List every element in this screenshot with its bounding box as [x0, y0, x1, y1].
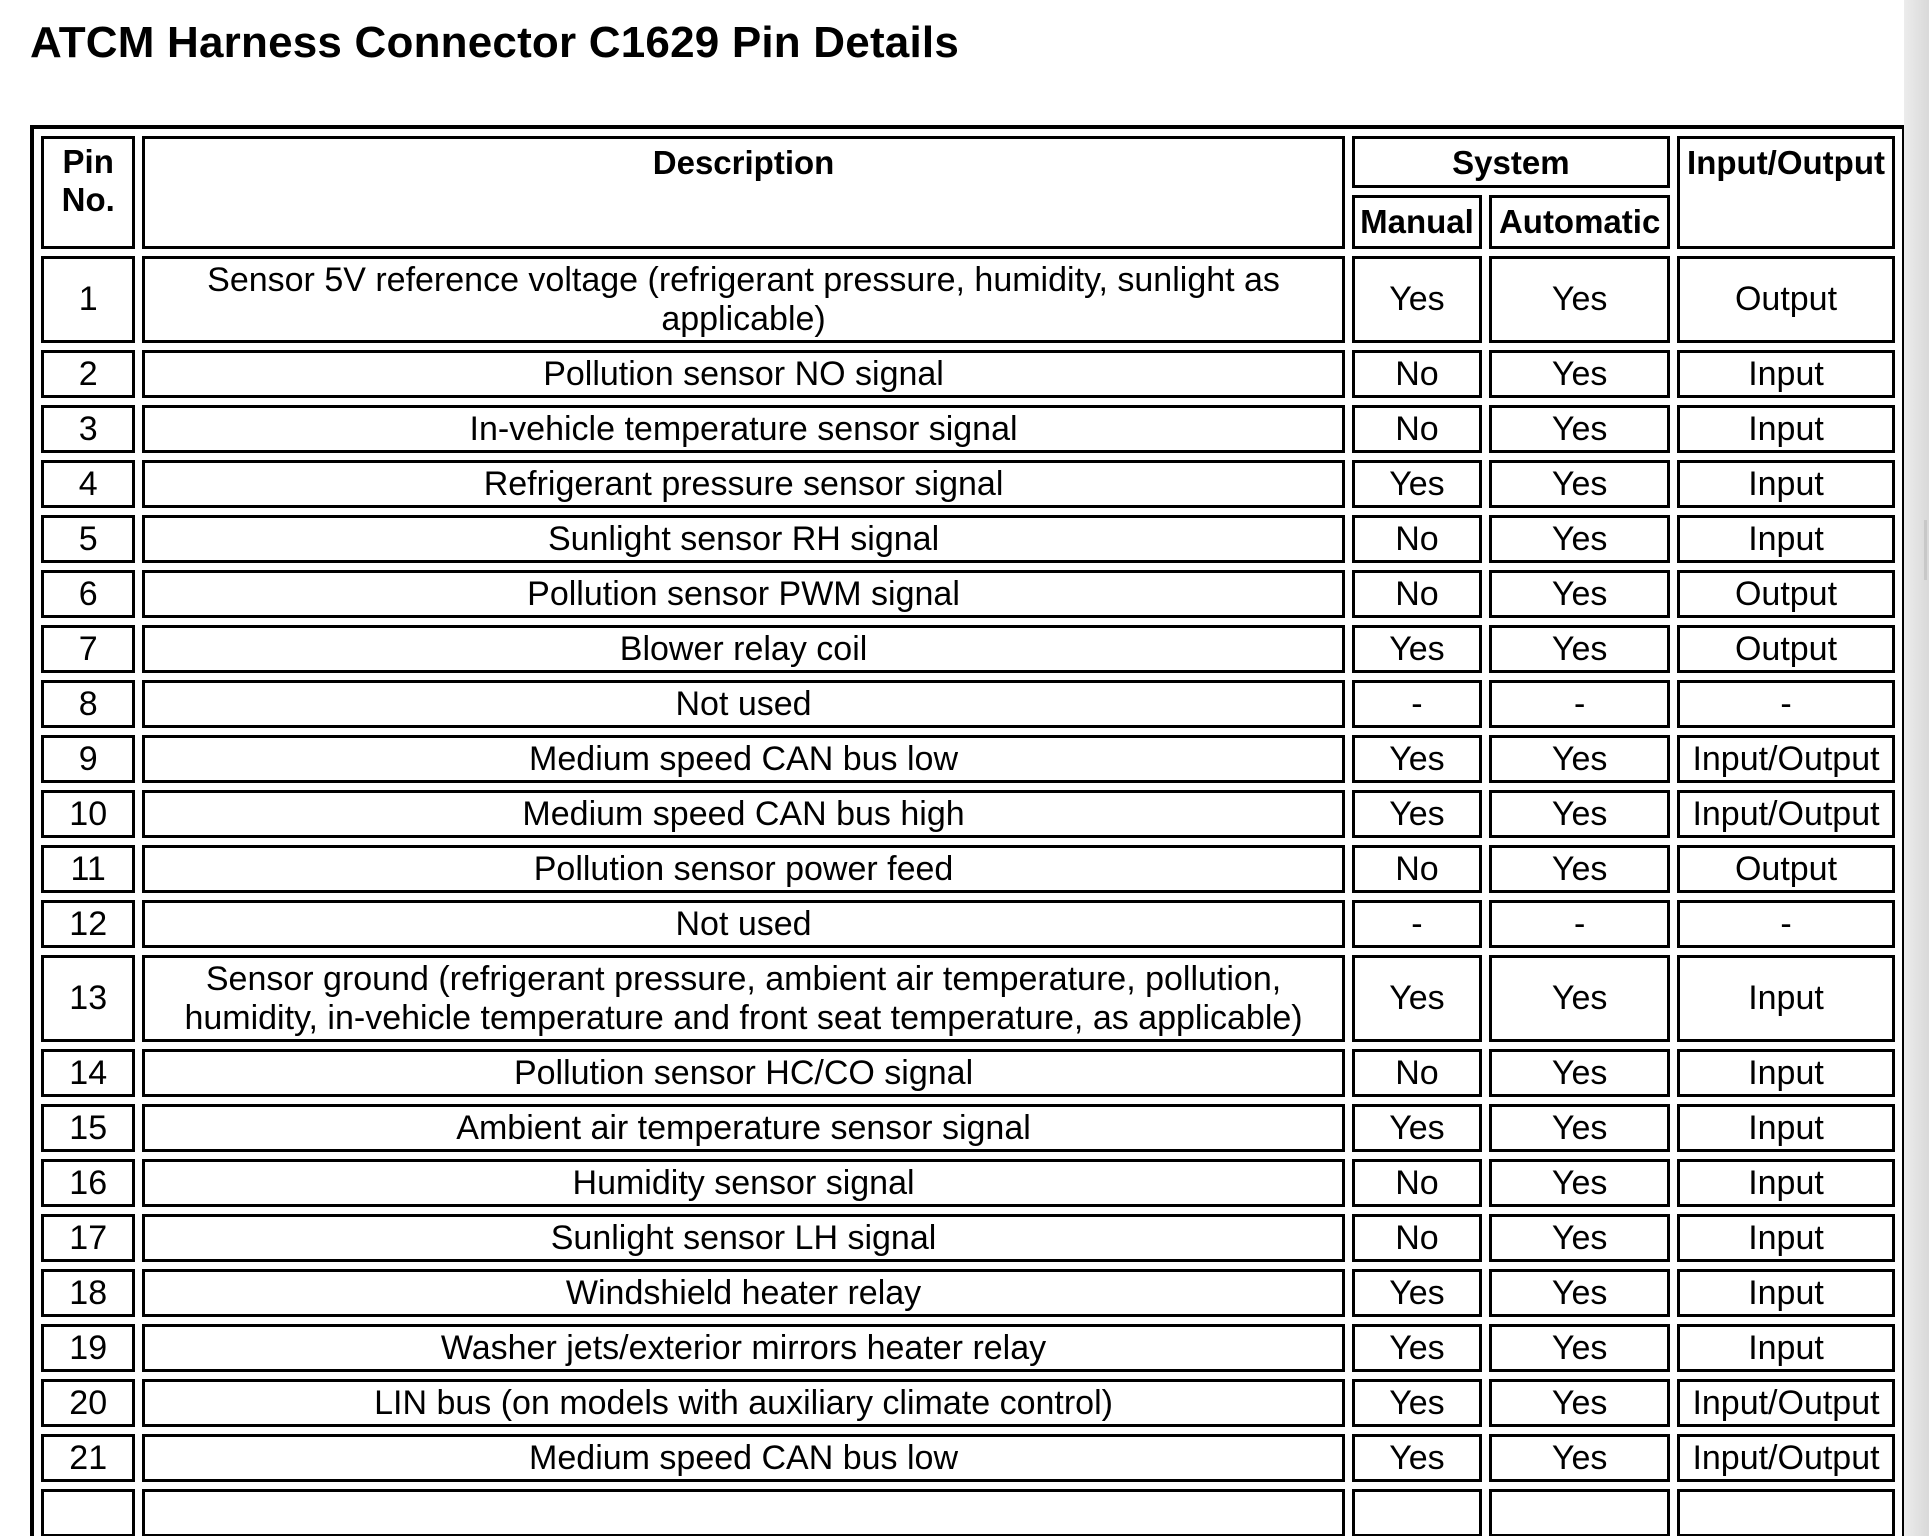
pin-cell: 6	[41, 570, 135, 618]
table-row	[41, 845, 1895, 893]
automatic-cell: Yes	[1489, 515, 1670, 563]
description-cell: Sensor 5V reference voltage (refrigerant pressure, humidity, sunlight as applicable)	[142, 256, 1344, 343]
pin-cell: 7	[41, 625, 135, 673]
description-cell: Humidity sensor signal	[142, 1159, 1344, 1207]
description-cell: Pollution sensor power feed	[142, 845, 1344, 893]
description-cell: Sensor ground (refrigerant pressure, ambient air temperature, pollution, humidity, in-vehicle temperature and front seat temperature, as applicable)	[142, 955, 1344, 1042]
io-cell: Output	[1677, 256, 1895, 343]
description-cell: LIN bus (on models with auxiliary climate control)	[142, 1379, 1344, 1427]
table-row	[41, 1489, 1895, 1536]
io-cell: Input	[1677, 460, 1895, 508]
manual-cell: Yes	[1352, 1269, 1483, 1317]
automatic-cell: Yes	[1489, 1049, 1670, 1097]
page-title: ATCM Harness Connector C1629 Pin Details	[30, 18, 959, 67]
automatic-cell: Yes	[1489, 735, 1670, 783]
pin-cell: 11	[41, 845, 135, 893]
automatic-cell: -	[1489, 680, 1670, 728]
header-pin-no: Pin No.	[41, 136, 135, 249]
io-cell: Input	[1677, 1324, 1895, 1372]
description-cell: Pollution sensor PWM signal	[142, 570, 1344, 618]
manual-cell: Yes	[1352, 1104, 1483, 1152]
automatic-cell: Yes	[1489, 1159, 1670, 1207]
manual-cell: No	[1352, 350, 1483, 398]
manual-cell: Yes	[1352, 955, 1483, 1042]
pin-cell: 13	[41, 955, 135, 1042]
automatic-cell: -	[1489, 900, 1670, 948]
automatic-cell: Yes	[1489, 460, 1670, 508]
table-row	[41, 350, 1895, 398]
pin-details-table	[30, 125, 1904, 1536]
manual-cell	[1352, 1489, 1483, 1536]
table-row	[41, 1379, 1895, 1427]
manual-cell: Yes	[1352, 735, 1483, 783]
automatic-cell: Yes	[1489, 845, 1670, 893]
io-cell: Input/Output	[1677, 735, 1895, 783]
pin-cell: 17	[41, 1214, 135, 1262]
description-cell: Medium speed CAN bus low	[142, 735, 1344, 783]
automatic-cell: Yes	[1489, 570, 1670, 618]
io-cell: Input	[1677, 1214, 1895, 1262]
table-row	[41, 570, 1895, 618]
automatic-cell: Yes	[1489, 350, 1670, 398]
pin-cell: 19	[41, 1324, 135, 1372]
io-cell	[1677, 1489, 1895, 1536]
table-header	[41, 136, 1895, 249]
automatic-cell: Yes	[1489, 1324, 1670, 1372]
pin-cell: 10	[41, 790, 135, 838]
header-description: Description	[142, 136, 1344, 249]
description-cell	[142, 1489, 1344, 1536]
page-edge	[1904, 0, 1929, 1536]
automatic-cell: Yes	[1489, 1269, 1670, 1317]
table-row	[41, 790, 1895, 838]
description-cell: Medium speed CAN bus high	[142, 790, 1344, 838]
description-cell: Not used	[142, 680, 1344, 728]
manual-cell: No	[1352, 570, 1483, 618]
pin-cell	[41, 1489, 135, 1536]
table-row	[41, 1214, 1895, 1262]
pin-cell: 1	[41, 256, 135, 343]
manual-cell: No	[1352, 1159, 1483, 1207]
pin-cell: 5	[41, 515, 135, 563]
automatic-cell: Yes	[1489, 790, 1670, 838]
io-cell: Input	[1677, 1269, 1895, 1317]
pin-cell: 16	[41, 1159, 135, 1207]
pin-table-container	[30, 125, 1904, 1536]
table-body	[41, 256, 1895, 1536]
table-row	[41, 460, 1895, 508]
pin-cell: 4	[41, 460, 135, 508]
pin-cell: 3	[41, 405, 135, 453]
table-row	[41, 515, 1895, 563]
io-cell: Input	[1677, 1159, 1895, 1207]
manual-cell: Yes	[1352, 625, 1483, 673]
manual-cell: No	[1352, 1049, 1483, 1097]
pin-cell: 15	[41, 1104, 135, 1152]
description-cell: Sunlight sensor LH signal	[142, 1214, 1344, 1262]
automatic-cell: Yes	[1489, 256, 1670, 343]
io-cell: Output	[1677, 845, 1895, 893]
manual-cell: -	[1352, 680, 1483, 728]
manual-cell: Yes	[1352, 460, 1483, 508]
scroll-indicator	[1924, 520, 1927, 580]
automatic-cell: Yes	[1489, 1434, 1670, 1482]
table-row	[41, 1434, 1895, 1482]
pin-cell: 9	[41, 735, 135, 783]
table-row	[41, 900, 1895, 948]
pin-cell: 8	[41, 680, 135, 728]
description-cell: Blower relay coil	[142, 625, 1344, 673]
automatic-cell	[1489, 1489, 1670, 1536]
automatic-cell: Yes	[1489, 1104, 1670, 1152]
io-cell: Output	[1677, 625, 1895, 673]
table-row	[41, 256, 1895, 343]
manual-cell: Yes	[1352, 790, 1483, 838]
automatic-cell: Yes	[1489, 405, 1670, 453]
table-row	[41, 405, 1895, 453]
description-cell: Pollution sensor NO signal	[142, 350, 1344, 398]
header-input-output: Input/Output	[1677, 136, 1895, 249]
pin-cell: 12	[41, 900, 135, 948]
description-cell: Not used	[142, 900, 1344, 948]
io-cell: -	[1677, 680, 1895, 728]
table-row	[41, 680, 1895, 728]
pin-cell: 21	[41, 1434, 135, 1482]
manual-cell: -	[1352, 900, 1483, 948]
pin-cell: 2	[41, 350, 135, 398]
description-cell: In-vehicle temperature sensor signal	[142, 405, 1344, 453]
automatic-cell: Yes	[1489, 1379, 1670, 1427]
table-row	[41, 1269, 1895, 1317]
manual-cell: Yes	[1352, 1324, 1483, 1372]
pin-cell: 18	[41, 1269, 135, 1317]
table-row	[41, 735, 1895, 783]
table-row	[41, 955, 1895, 1042]
description-cell: Medium speed CAN bus low	[142, 1434, 1344, 1482]
automatic-cell: Yes	[1489, 955, 1670, 1042]
manual-cell: Yes	[1352, 1434, 1483, 1482]
description-cell: Pollution sensor HC/CO signal	[142, 1049, 1344, 1097]
io-cell: Input	[1677, 1049, 1895, 1097]
header-manual: Manual	[1352, 195, 1483, 249]
io-cell: -	[1677, 900, 1895, 948]
manual-cell: Yes	[1352, 1379, 1483, 1427]
description-cell: Washer jets/exterior mirrors heater relay	[142, 1324, 1344, 1372]
manual-cell: No	[1352, 405, 1483, 453]
io-cell: Input	[1677, 350, 1895, 398]
table-row	[41, 1324, 1895, 1372]
pin-cell: 14	[41, 1049, 135, 1097]
automatic-cell: Yes	[1489, 625, 1670, 673]
io-cell: Input/Output	[1677, 1434, 1895, 1482]
io-cell: Input	[1677, 1104, 1895, 1152]
manual-cell: No	[1352, 515, 1483, 563]
manual-cell: No	[1352, 1214, 1483, 1262]
manual-cell: No	[1352, 845, 1483, 893]
pin-cell: 20	[41, 1379, 135, 1427]
io-cell: Input	[1677, 515, 1895, 563]
header-system: System	[1352, 136, 1670, 188]
io-cell: Input	[1677, 955, 1895, 1042]
table-row	[41, 625, 1895, 673]
io-cell: Output	[1677, 570, 1895, 618]
table-row	[41, 1104, 1895, 1152]
io-cell: Input/Output	[1677, 790, 1895, 838]
description-cell: Refrigerant pressure sensor signal	[142, 460, 1344, 508]
manual-cell: Yes	[1352, 256, 1483, 343]
io-cell: Input/Output	[1677, 1379, 1895, 1427]
description-cell: Sunlight sensor RH signal	[142, 515, 1344, 563]
io-cell: Input	[1677, 405, 1895, 453]
automatic-cell: Yes	[1489, 1214, 1670, 1262]
table-row	[41, 1159, 1895, 1207]
description-cell: Ambient air temperature sensor signal	[142, 1104, 1344, 1152]
description-cell: Windshield heater relay	[142, 1269, 1344, 1317]
table-row	[41, 1049, 1895, 1097]
header-automatic: Automatic	[1489, 195, 1670, 249]
